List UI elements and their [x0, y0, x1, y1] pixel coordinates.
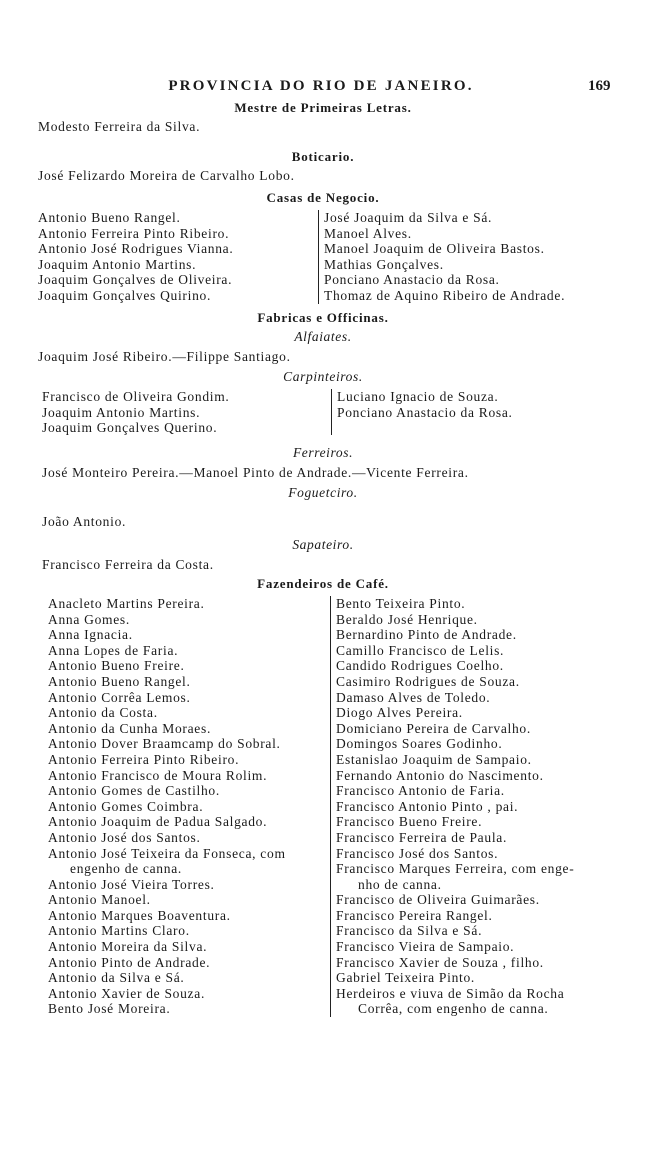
subheading-ferreiros: Ferreiros. [292, 445, 354, 460]
list-item: Joaquim Gonçalves Querino. [42, 420, 218, 436]
list-item: Antonio Pinto de Andrade. [48, 954, 211, 970]
entry-mestre: Modesto Ferreira da Silva. [38, 119, 201, 134]
section-heading-boticario: Boticario. [291, 149, 355, 164]
list-item: Antonio José Teixeira da Fonseca, com [48, 845, 286, 861]
list-item: nho de canna. [358, 876, 442, 892]
list-item: Antonio da Cunha Moraes. [48, 720, 212, 736]
list-item: Joaquim Gonçalves Quirino. [38, 287, 212, 303]
list-item: Domingos Soares Godinho. [336, 736, 503, 752]
list-item: Francisco José dos Santos. [336, 845, 499, 861]
subheading-alfaiates: Alfaiates. [294, 329, 352, 344]
list-item: Francisco Marques Ferreira, com enge- [336, 861, 575, 877]
list-item: Herdeiros e viuva de Simão da Rocha [336, 985, 565, 1001]
list-item: Beraldo José Henrique. [336, 611, 478, 627]
list-item: Bento Teixeira Pinto. [336, 596, 466, 611]
list-item: Casimiro Rodrigues de Souza. [336, 673, 520, 689]
list-item: Estanislao Joaquim de Sampaio. [336, 751, 532, 767]
carpinteiros-left-column [42, 389, 230, 436]
list-item: Joaquim Antonio Martins. [42, 404, 201, 420]
list-item: Joaquim Gonçalves de Oliveira. [38, 272, 233, 288]
list-item: Francisco Vieira de Sampaio. [336, 939, 515, 955]
list-item: Diogo Alves Pereira. [336, 705, 463, 721]
list-item: Francisco Ferreira de Paula. [336, 829, 508, 845]
list-item: José Joaquim da Silva e Sá. [324, 210, 493, 225]
section-heading-mestre: Mestre de Primeiras Letras. [234, 100, 412, 115]
section-heading-fabricas: Fabricas e Officinas. [257, 310, 389, 325]
list-item: Antonio Moreira da Silva. [48, 939, 208, 955]
fazendeiros-right-column [330, 596, 574, 1017]
list-item: Francisco Pereira Rangel. [336, 907, 493, 923]
list-item: Antonio Marques Boaventura. [48, 907, 231, 923]
list-item: Antonio Ferreira Pinto Ribeiro. [38, 225, 230, 241]
list-item: Mathias Gonçalves. [324, 256, 444, 272]
list-item: Antonio José dos Santos. [48, 829, 201, 845]
list-item: engenho de canna. [70, 861, 182, 877]
list-item: Antonio da Silva e Sá. [48, 970, 185, 986]
list-item: Antonio Francisco de Moura Rolim. [48, 767, 268, 783]
list-item: Francisco da Silva e Sá. [336, 923, 483, 939]
section-heading-fazendeiros: Fazendeiros de Café. [257, 576, 389, 591]
page-number: 169 [588, 78, 611, 94]
list-item: Gabriel Teixeira Pinto. [336, 970, 475, 986]
list-item: Antonio Bueno Rangel. [48, 673, 191, 689]
list-item: Antonio Xavier de Souza. [48, 985, 206, 1001]
list-item: Corrêa, com engenho de canna. [358, 1001, 549, 1017]
list-item: Antonio José Rodrigues Vianna. [38, 241, 234, 257]
list-item: Antonio Dover Braamcamp do Sobral. [48, 736, 281, 752]
subheading-sapateiro: Sapateiro. [292, 537, 354, 552]
list-item: Ponciano Anastacio da Rosa. [324, 272, 500, 288]
list-item: Luciano Ignacio de Souza. [337, 389, 499, 404]
list-item: Antonio Gomes Coimbra. [48, 798, 204, 814]
list-item: Francisco Antonio de Faria. [336, 783, 505, 799]
carpinteiros-right-column [331, 389, 513, 435]
section-heading-casas: Casas de Negocio. [266, 190, 380, 205]
entry-sapateiro: Francisco Ferreira da Costa. [42, 557, 214, 572]
list-item: Francisco Antonio Pinto , pai. [336, 798, 519, 814]
list-item: Fernando Antonio do Nascimento. [336, 767, 544, 783]
page-title: PROVINCIA DO RIO DE JANEIRO. [168, 78, 474, 94]
list-item: Antonio Corrêa Lemos. [48, 689, 191, 705]
casas-right-column [318, 210, 565, 304]
list-item: Anna Ignacia. [48, 627, 133, 643]
list-item: Antonio Bueno Freire. [48, 658, 185, 674]
list-item: Camillo Francisco de Lelis. [336, 642, 505, 658]
list-item: Damaso Alves de Toledo. [336, 689, 491, 705]
list-item: Francisco de Oliveira Gondim. [42, 389, 230, 404]
list-item: Antonio da Costa. [48, 705, 158, 721]
list-item: Anacleto Martins Pereira. [48, 596, 205, 611]
list-item: Francisco de Oliveira Guimarães. [336, 892, 540, 908]
list-item: Joaquim Antonio Martins. [38, 256, 197, 272]
list-item: Francisco Bueno Freire. [336, 814, 483, 830]
list-item: Anna Gomes. [48, 611, 130, 627]
list-item: Domiciano Pereira de Carvalho. [336, 720, 531, 736]
list-item: Antonio Martins Claro. [48, 923, 190, 939]
subheading-carpinteiros: Carpinteiros. [283, 369, 363, 384]
list-item: Anna Lopes de Faria. [48, 642, 179, 658]
list-item: Francisco Xavier de Souza , filho. [336, 954, 544, 970]
list-item: Thomaz de Aquino Ribeiro de Andrade. [324, 287, 566, 303]
list-item: Antonio Bueno Rangel. [38, 210, 181, 225]
list-item: Antonio Manoel. [48, 892, 151, 908]
entry-boticario: José Felizardo Moreira de Carvalho Lobo. [38, 168, 295, 183]
entry-foguetciro: João Antonio. [42, 514, 127, 529]
list-item: Bento José Moreira. [48, 1001, 171, 1017]
list-item: Antonio Joaquim de Padua Salgado. [48, 814, 268, 830]
list-item: Manoel Alves. [324, 225, 412, 241]
entry-ferreiros: José Monteiro Pereira.—Manoel Pinto de Andrade.—Vicente Ferreira. [42, 465, 469, 480]
list-item: Bernardino Pinto de Andrade. [336, 627, 517, 643]
entry-alfaiates: Joaquim José Ribeiro.—Filippe Santiago. [38, 349, 291, 364]
list-item: Ponciano Anastacio da Rosa. [337, 404, 513, 420]
casas-left-column [38, 210, 233, 304]
subheading-foguetciro: Foguetciro. [288, 485, 358, 500]
fazendeiros-left-column [48, 596, 286, 1017]
list-item: Manoel Joaquim de Oliveira Bastos. [324, 241, 545, 257]
list-item: Antonio Ferreira Pinto Ribeiro. [48, 751, 240, 767]
list-item: Antonio José Vieira Torres. [48, 876, 215, 892]
list-item: Candido Rodrigues Coelho. [336, 658, 504, 674]
list-item: Antonio Gomes de Castilho. [48, 783, 220, 799]
